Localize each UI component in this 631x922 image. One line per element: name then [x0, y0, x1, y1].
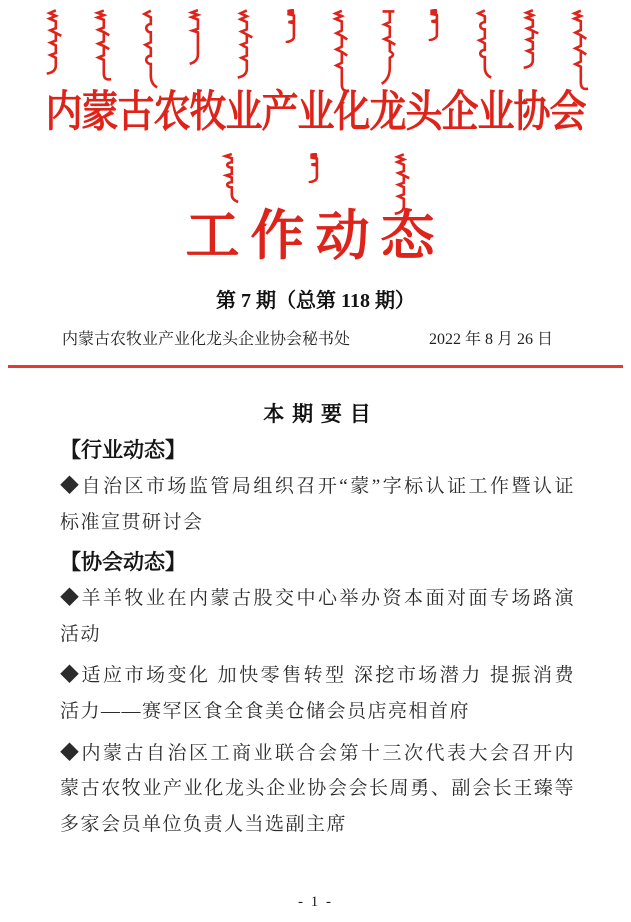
- section-heading-association: 【协会动态】: [60, 551, 186, 575]
- page-number: - 1 -: [298, 894, 333, 910]
- section-heading-industry: 【行业动态】: [60, 439, 186, 462]
- toc-item-line: 标准宣贯研讨会: [60, 511, 204, 533]
- mongolian-word-icon: [378, 9, 398, 87]
- toc-item-line: ◆适应市场变化 加快零售转型 深挖市场潜力 提振消费: [60, 665, 575, 687]
- mongolian-word-icon: [569, 9, 589, 93]
- toc-item: [60, 469, 575, 540]
- header-divider-rule: [8, 365, 623, 368]
- toc-item-line: 活动: [60, 623, 102, 645]
- toc-item: [60, 658, 575, 729]
- mongolian-script-middle-row: [0, 153, 631, 211]
- toc-item-line: 多家会员单位负责人当选副主席: [60, 813, 348, 835]
- mongolian-script-top-row: [0, 0, 631, 89]
- mongolian-word-icon: [283, 9, 303, 43]
- publish-date: 2022 年 8 月 26 日: [428, 331, 553, 348]
- mongolian-word-icon: [92, 9, 112, 83]
- mongolian-word-icon: [473, 9, 493, 79]
- mongolian-word-icon: [426, 9, 446, 41]
- toc-item-line: 蒙古农牧业产业化龙头企业协会会长周勇、副会长王臻等: [60, 778, 575, 800]
- mongolian-word-icon: [44, 9, 64, 75]
- mongolian-word-icon: [187, 9, 207, 65]
- contents-title: 本 期 要 目: [263, 403, 372, 426]
- contents-block: [0, 402, 631, 842]
- publisher-row: [0, 329, 631, 351]
- mongolian-word-icon: [235, 9, 255, 79]
- mongolian-word-icon: [330, 9, 350, 95]
- issue-number: 第 7 期（总第 118 期）: [216, 290, 415, 312]
- mongolian-word-icon: [139, 9, 159, 89]
- mongolian-word-icon: [521, 9, 541, 69]
- mongolian-word-icon: [220, 153, 240, 203]
- toc-item: [60, 736, 575, 843]
- toc-item-line: 活力——赛罕区食全食美仓储会员店亮相首府: [60, 700, 471, 722]
- association-name: 内蒙古农牧业产业化龙头企业协会: [45, 88, 586, 137]
- toc-item-line: ◆自治区市场监管局组织召开“蒙”字标认证工作暨认证: [60, 476, 575, 497]
- bulletin-title: 工作动态: [185, 206, 446, 266]
- toc-item-line: ◆内蒙古自治区工商业联合会第十三次代表大会召开内: [60, 742, 575, 764]
- toc-item: [60, 581, 575, 652]
- mongolian-word-icon: [306, 153, 326, 183]
- toc-item-line: ◆羊羊牧业在内蒙古股交中心举办资本面对面专场路演: [60, 588, 575, 610]
- publisher-name: 内蒙古农牧业产业化龙头企业协会秘书处: [62, 331, 351, 348]
